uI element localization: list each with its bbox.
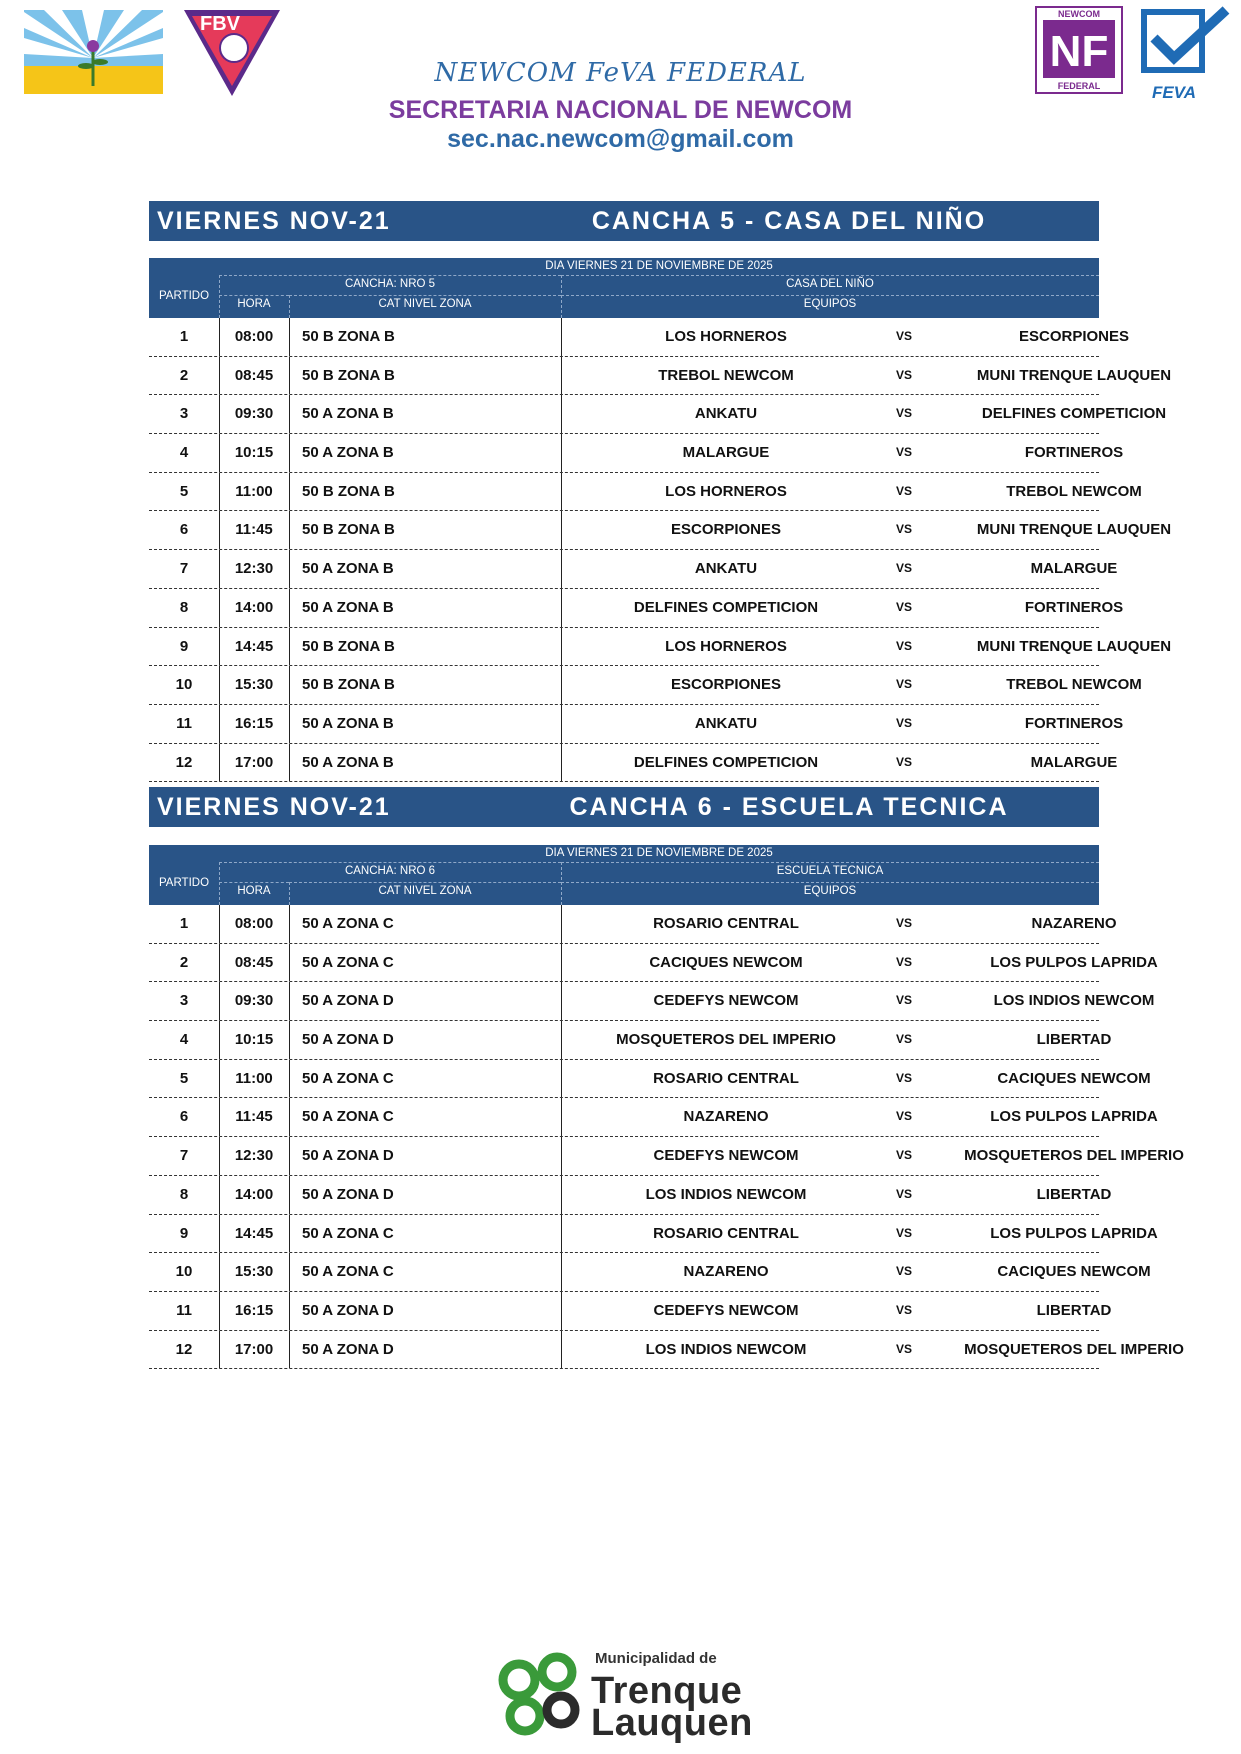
vs-label: VS bbox=[895, 406, 912, 421]
column-divider bbox=[289, 982, 290, 1020]
match-number: 6 bbox=[179, 1108, 189, 1126]
team-home: CEDEFYS NEWCOM bbox=[653, 1147, 799, 1165]
match-category: 50 A ZONA D bbox=[302, 1147, 394, 1165]
team-home: CACIQUES NEWCOM bbox=[649, 953, 803, 971]
match-category: 50 A ZONA C bbox=[302, 1224, 394, 1242]
column-divider bbox=[289, 1060, 290, 1098]
banner-court: CANCHA 6 - ESCUELA TECNICA bbox=[569, 793, 1009, 821]
column-divider bbox=[289, 434, 290, 472]
hora-header: HORA bbox=[219, 295, 289, 313]
section-banner-cancha-5 bbox=[149, 201, 1099, 241]
table-row bbox=[149, 357, 1172, 396]
column-divider bbox=[289, 1098, 290, 1136]
match-time: 14:45 bbox=[234, 637, 274, 655]
match-number: 2 bbox=[179, 953, 189, 971]
column-divider bbox=[219, 473, 220, 511]
team-away: MOSQUETEROS DEL IMPERIO bbox=[964, 1340, 1184, 1358]
team-home: LOS HORNEROS bbox=[665, 637, 787, 655]
muni-line-1: Trenque bbox=[591, 1670, 743, 1712]
match-table-cancha-5 bbox=[149, 318, 1172, 782]
column-divider bbox=[561, 905, 562, 943]
column-divider bbox=[561, 318, 562, 356]
date-line: DIA VIERNES 21 DE NOVIEMBRE DE 2025 bbox=[545, 260, 773, 272]
match-time: 14:45 bbox=[234, 1224, 274, 1242]
muni-small-text: Municipalidad de bbox=[595, 1650, 717, 1667]
team-home: ANKATU bbox=[694, 714, 758, 732]
match-time: 11:00 bbox=[235, 482, 273, 500]
column-divider bbox=[561, 666, 562, 704]
vs-label: VS bbox=[895, 1341, 912, 1356]
team-away: LIBERTAD bbox=[1036, 1031, 1112, 1049]
column-divider bbox=[561, 705, 562, 743]
team-away: FORTINEROS bbox=[1024, 598, 1124, 616]
team-home: ESCORPIONES bbox=[670, 676, 782, 694]
match-category: 50 A ZONA D bbox=[302, 992, 394, 1010]
team-away: MUNI TRENQUE LAUQUEN bbox=[976, 637, 1172, 655]
column-divider bbox=[289, 744, 290, 782]
match-number: 5 bbox=[179, 1069, 189, 1087]
column-divider bbox=[289, 318, 290, 356]
venue-header: CASA DEL NIÑO bbox=[561, 275, 1099, 293]
vs-label: VS bbox=[895, 916, 912, 930]
table-header-cancha-5 bbox=[149, 258, 1099, 318]
match-time: 11:45 bbox=[235, 521, 273, 539]
nf-logo-bottom: FEDERAL bbox=[1057, 81, 1101, 91]
match-number: 1 bbox=[179, 915, 189, 932]
contact-email[interactable]: sec.nac.newcom@gmail.com bbox=[447, 125, 794, 153]
team-home: ROSARIO CENTRAL bbox=[653, 1069, 799, 1087]
match-number: 12 bbox=[175, 1340, 193, 1358]
match-category: 50 A ZONA B bbox=[302, 714, 394, 732]
match-category: 50 A ZONA D bbox=[302, 1340, 394, 1358]
match-number: 12 bbox=[175, 753, 193, 771]
team-away: LOS PULPOS LAPRIDA bbox=[990, 1224, 1158, 1242]
match-time: 08:45 bbox=[234, 953, 274, 971]
column-divider bbox=[289, 666, 290, 704]
vs-label: VS bbox=[895, 522, 912, 537]
column-divider bbox=[289, 550, 290, 588]
partido-header: PARTIDO bbox=[158, 877, 210, 889]
section-banner-cancha-6 bbox=[149, 787, 1099, 827]
match-number: 4 bbox=[179, 1031, 189, 1049]
match-category: 50 A ZONA D bbox=[302, 1301, 394, 1319]
team-away: LOS INDIOS NEWCOM bbox=[993, 992, 1155, 1010]
column-divider bbox=[561, 550, 562, 588]
vs-label: VS bbox=[895, 1225, 912, 1240]
column-divider bbox=[561, 473, 562, 511]
table-row bbox=[149, 1021, 1112, 1060]
team-home: CEDEFYS NEWCOM bbox=[653, 1301, 799, 1319]
column-divider bbox=[561, 1021, 562, 1059]
match-category: 50 A ZONA B bbox=[302, 444, 394, 462]
match-category: 50 A ZONA C bbox=[302, 953, 394, 971]
column-divider bbox=[561, 589, 562, 627]
team-home: LOS INDIOS NEWCOM bbox=[645, 1185, 807, 1203]
match-time: 08:45 bbox=[234, 366, 274, 384]
match-number: 7 bbox=[179, 560, 189, 578]
match-number: 9 bbox=[179, 1224, 189, 1242]
banner-day: VIERNES NOV-21 bbox=[157, 793, 391, 821]
team-away: LIBERTAD bbox=[1036, 1301, 1112, 1319]
cancha-header: CANCHA: NRO 6 bbox=[219, 862, 561, 880]
vs-label: VS bbox=[895, 1109, 912, 1124]
column-divider bbox=[289, 1176, 290, 1214]
match-category: 50 A ZONA D bbox=[302, 1185, 394, 1203]
match-number: 2 bbox=[179, 366, 189, 384]
team-away: CACIQUES NEWCOM bbox=[997, 1263, 1151, 1281]
match-category: 50 B ZONA B bbox=[302, 521, 395, 539]
table-row bbox=[149, 905, 1117, 944]
vs-label: VS bbox=[895, 677, 912, 692]
column-divider bbox=[219, 944, 220, 982]
table-row bbox=[149, 944, 1158, 983]
team-away: CACIQUES NEWCOM bbox=[997, 1069, 1151, 1087]
equipos-header: EQUIPOS bbox=[561, 295, 1099, 313]
column-divider bbox=[219, 982, 220, 1020]
column-divider bbox=[219, 744, 220, 782]
vs-label: VS bbox=[895, 367, 912, 382]
date-line: DIA VIERNES 21 DE NOVIEMBRE DE 2025 bbox=[545, 847, 773, 859]
feva-logo-text: FEVA bbox=[1151, 83, 1197, 102]
table-header-cancha-6 bbox=[149, 845, 1099, 905]
match-number: 10 bbox=[175, 676, 193, 694]
team-away: MUNI TRENQUE LAUQUEN bbox=[976, 521, 1172, 539]
newcom-feva-federal-title: NEWCOM FeVA FEDERAL bbox=[434, 58, 807, 88]
match-category: 50 A ZONA C bbox=[302, 1108, 394, 1126]
municipalidad-logo bbox=[495, 1646, 765, 1742]
match-number: 10 bbox=[175, 1263, 193, 1281]
column-divider bbox=[561, 395, 562, 433]
vs-label: VS bbox=[895, 599, 912, 614]
table-row bbox=[149, 666, 1142, 705]
team-away: MUNI TRENQUE LAUQUEN bbox=[976, 366, 1172, 384]
match-category: 50 B ZONA B bbox=[302, 637, 395, 655]
match-time: 15:30 bbox=[234, 676, 274, 694]
team-home: LOS HORNEROS bbox=[665, 328, 787, 345]
municipalidad-emblem-icon bbox=[495, 1646, 591, 1742]
team-home: LOS HORNEROS bbox=[665, 482, 787, 500]
match-time: 11:00 bbox=[235, 1069, 273, 1087]
team-home: NAZARENO bbox=[683, 1108, 769, 1126]
team-home: MALARGUE bbox=[682, 444, 770, 462]
match-category: 50 A ZONA C bbox=[302, 915, 394, 932]
column-divider bbox=[561, 434, 562, 472]
table-row bbox=[149, 395, 1167, 434]
column-divider bbox=[219, 666, 220, 704]
match-category: 50 A ZONA C bbox=[302, 1263, 394, 1281]
match-number: 11 bbox=[176, 1301, 192, 1319]
muni-line-2: Lauquen bbox=[591, 1702, 753, 1744]
table-row bbox=[149, 705, 1124, 744]
column-divider bbox=[561, 1098, 562, 1136]
match-time: 17:00 bbox=[234, 753, 274, 771]
match-time: 16:15 bbox=[234, 1301, 274, 1319]
column-divider bbox=[219, 1098, 220, 1136]
match-category: 50 B ZONA B bbox=[302, 482, 395, 500]
column-divider bbox=[289, 1021, 290, 1059]
column-divider bbox=[289, 589, 290, 627]
team-home: ROSARIO CENTRAL bbox=[653, 1224, 799, 1242]
vs-label: VS bbox=[895, 445, 912, 460]
vs-label: VS bbox=[895, 1032, 912, 1047]
vs-label: VS bbox=[895, 954, 912, 969]
table-row bbox=[149, 1331, 1184, 1370]
match-time: 12:30 bbox=[234, 1147, 274, 1165]
banner-court: CANCHA 5 - CASA DEL NIÑO bbox=[591, 207, 987, 235]
hora-header: HORA bbox=[219, 882, 289, 900]
match-category: 50 B ZONA B bbox=[302, 366, 395, 384]
match-time: 11:45 bbox=[235, 1108, 273, 1126]
match-time: 14:00 bbox=[234, 598, 274, 616]
column-divider bbox=[561, 1137, 562, 1175]
match-category: 50 A ZONA C bbox=[302, 1069, 394, 1087]
column-divider bbox=[561, 511, 562, 549]
team-away: DELFINES COMPETICION bbox=[981, 405, 1167, 423]
table-row bbox=[149, 744, 1118, 783]
cancha-header: CANCHA: NRO 5 bbox=[219, 275, 561, 293]
match-number: 3 bbox=[179, 992, 189, 1010]
vs-label: VS bbox=[895, 561, 912, 576]
column-divider bbox=[289, 1292, 290, 1330]
match-number: 3 bbox=[179, 405, 189, 423]
column-divider bbox=[219, 1253, 220, 1291]
vs-label: VS bbox=[895, 754, 912, 769]
column-divider bbox=[289, 944, 290, 982]
table-row bbox=[149, 473, 1142, 512]
table-row bbox=[149, 1292, 1112, 1331]
column-divider bbox=[219, 1215, 220, 1253]
match-time: 15:30 bbox=[234, 1263, 274, 1281]
match-number: 11 bbox=[176, 714, 192, 732]
column-divider bbox=[289, 1215, 290, 1253]
team-home: MOSQUETEROS DEL IMPERIO bbox=[616, 1031, 836, 1049]
team-home: ROSARIO CENTRAL bbox=[653, 915, 799, 932]
table-row bbox=[149, 1098, 1158, 1137]
column-divider bbox=[289, 1253, 290, 1291]
team-away: FORTINEROS bbox=[1024, 444, 1124, 462]
table-row bbox=[149, 628, 1172, 667]
team-home: NAZARENO bbox=[683, 1263, 769, 1281]
table-row bbox=[149, 434, 1124, 473]
column-divider bbox=[219, 589, 220, 627]
column-divider bbox=[219, 1137, 220, 1175]
match-time: 08:00 bbox=[234, 328, 274, 345]
column-divider bbox=[289, 905, 290, 943]
vs-label: VS bbox=[895, 1264, 912, 1279]
match-table-cancha-6 bbox=[149, 905, 1184, 1369]
column-divider bbox=[219, 1292, 220, 1330]
column-divider bbox=[219, 1331, 220, 1369]
match-time: 09:30 bbox=[234, 405, 274, 423]
team-away: LOS PULPOS LAPRIDA bbox=[990, 1108, 1158, 1126]
column-divider bbox=[561, 1060, 562, 1098]
team-away: NAZARENO bbox=[1031, 915, 1117, 932]
fbv-logo-text: FBV bbox=[200, 13, 240, 35]
banner-day: VIERNES NOV-21 bbox=[157, 207, 391, 235]
team-home: TREBOL NEWCOM bbox=[658, 366, 794, 384]
team-away: LOS PULPOS LAPRIDA bbox=[990, 953, 1158, 971]
column-divider bbox=[561, 628, 562, 666]
secretaria-title: SECRETARIA NACIONAL DE NEWCOM bbox=[388, 96, 853, 124]
column-divider bbox=[219, 318, 220, 356]
vs-label: VS bbox=[895, 1148, 912, 1163]
column-divider bbox=[561, 1176, 562, 1214]
match-time: 16:15 bbox=[234, 714, 274, 732]
match-number: 9 bbox=[179, 637, 189, 655]
cat-header: CAT NIVEL ZONA bbox=[289, 882, 561, 900]
column-divider bbox=[289, 1137, 290, 1175]
column-divider bbox=[219, 1021, 220, 1059]
column-divider bbox=[561, 1215, 562, 1253]
team-away: TREBOL NEWCOM bbox=[1006, 482, 1142, 500]
column-divider bbox=[289, 357, 290, 395]
match-number: 7 bbox=[179, 1147, 189, 1165]
table-row bbox=[149, 550, 1118, 589]
match-time: 12:30 bbox=[234, 560, 274, 578]
match-category: 50 A ZONA B bbox=[302, 405, 394, 423]
column-divider bbox=[219, 395, 220, 433]
match-category: 50 A ZONA B bbox=[302, 598, 394, 616]
column-divider bbox=[289, 473, 290, 511]
column-divider bbox=[289, 511, 290, 549]
team-away: TREBOL NEWCOM bbox=[1006, 676, 1142, 694]
column-divider bbox=[289, 1331, 290, 1369]
match-number: 1 bbox=[179, 328, 189, 345]
match-category: 50 A ZONA D bbox=[302, 1031, 394, 1049]
match-time: 17:00 bbox=[234, 1340, 274, 1358]
column-divider bbox=[561, 982, 562, 1020]
table-row bbox=[149, 1253, 1151, 1292]
vs-label: VS bbox=[895, 715, 912, 730]
match-time: 10:15 bbox=[234, 1031, 274, 1049]
partido-header: PARTIDO bbox=[158, 290, 210, 302]
team-home: ANKATU bbox=[694, 560, 758, 578]
team-home: DELFINES COMPETICION bbox=[633, 598, 819, 616]
match-time: 09:30 bbox=[234, 992, 274, 1010]
table-row bbox=[149, 511, 1172, 550]
team-home: ESCORPIONES bbox=[670, 521, 782, 539]
team-away: ESCORPIONES bbox=[1018, 328, 1130, 345]
table-row bbox=[149, 589, 1124, 628]
match-category: 50 A ZONA B bbox=[302, 560, 394, 578]
team-away: MALARGUE bbox=[1030, 753, 1118, 771]
vs-label: VS bbox=[895, 1302, 912, 1317]
match-time: 10:15 bbox=[234, 444, 274, 462]
column-divider bbox=[219, 905, 220, 943]
column-divider bbox=[289, 395, 290, 433]
team-away: MALARGUE bbox=[1030, 560, 1118, 578]
table-row bbox=[149, 1060, 1151, 1099]
column-divider bbox=[561, 1292, 562, 1330]
table-row bbox=[149, 1176, 1112, 1215]
table-row bbox=[149, 318, 1130, 357]
svg-text:NF: NF bbox=[1049, 27, 1109, 76]
team-home: LOS INDIOS NEWCOM bbox=[645, 1340, 807, 1358]
vs-label: VS bbox=[895, 483, 912, 498]
equipos-header: EQUIPOS bbox=[561, 882, 1099, 900]
vs-label: VS bbox=[895, 638, 912, 653]
column-divider bbox=[219, 357, 220, 395]
team-away: FORTINEROS bbox=[1024, 714, 1124, 732]
column-divider bbox=[219, 705, 220, 743]
column-divider bbox=[219, 1060, 220, 1098]
venue-header: ESCUELA TECNICA bbox=[561, 862, 1099, 880]
team-home: CEDEFYS NEWCOM bbox=[653, 992, 799, 1010]
column-divider bbox=[289, 705, 290, 743]
nf-logo-top: NEWCOM bbox=[1058, 9, 1100, 19]
column-divider bbox=[219, 628, 220, 666]
table-row bbox=[149, 1215, 1158, 1254]
vs-label: VS bbox=[895, 993, 912, 1008]
match-category: 50 B ZONA B bbox=[302, 676, 395, 694]
column-divider bbox=[561, 944, 562, 982]
feva-logo bbox=[1140, 6, 1230, 106]
column-divider bbox=[561, 1331, 562, 1369]
match-time: 08:00 bbox=[234, 915, 274, 932]
cat-header: CAT NIVEL ZONA bbox=[289, 295, 561, 313]
column-divider bbox=[561, 744, 562, 782]
column-divider bbox=[219, 550, 220, 588]
team-home: ANKATU bbox=[694, 405, 758, 423]
vs-label: VS bbox=[895, 1186, 912, 1201]
match-number: 5 bbox=[179, 482, 189, 500]
team-away: MOSQUETEROS DEL IMPERIO bbox=[964, 1147, 1184, 1165]
column-divider bbox=[219, 434, 220, 472]
match-number: 4 bbox=[179, 444, 189, 462]
column-divider bbox=[219, 1176, 220, 1214]
match-number: 8 bbox=[179, 598, 189, 616]
table-row bbox=[149, 1137, 1184, 1176]
column-divider bbox=[289, 628, 290, 666]
match-category: 50 B ZONA B bbox=[302, 328, 395, 345]
match-time: 14:00 bbox=[234, 1185, 274, 1203]
match-number: 8 bbox=[179, 1185, 189, 1203]
team-home: DELFINES COMPETICION bbox=[633, 753, 819, 771]
column-divider bbox=[561, 1253, 562, 1291]
vs-label: VS bbox=[895, 329, 912, 343]
team-away: LIBERTAD bbox=[1036, 1185, 1112, 1203]
table-row bbox=[149, 982, 1155, 1021]
match-number: 6 bbox=[179, 521, 189, 539]
match-category: 50 A ZONA B bbox=[302, 753, 394, 771]
column-divider bbox=[219, 511, 220, 549]
vs-label: VS bbox=[895, 1070, 912, 1085]
column-divider bbox=[561, 357, 562, 395]
